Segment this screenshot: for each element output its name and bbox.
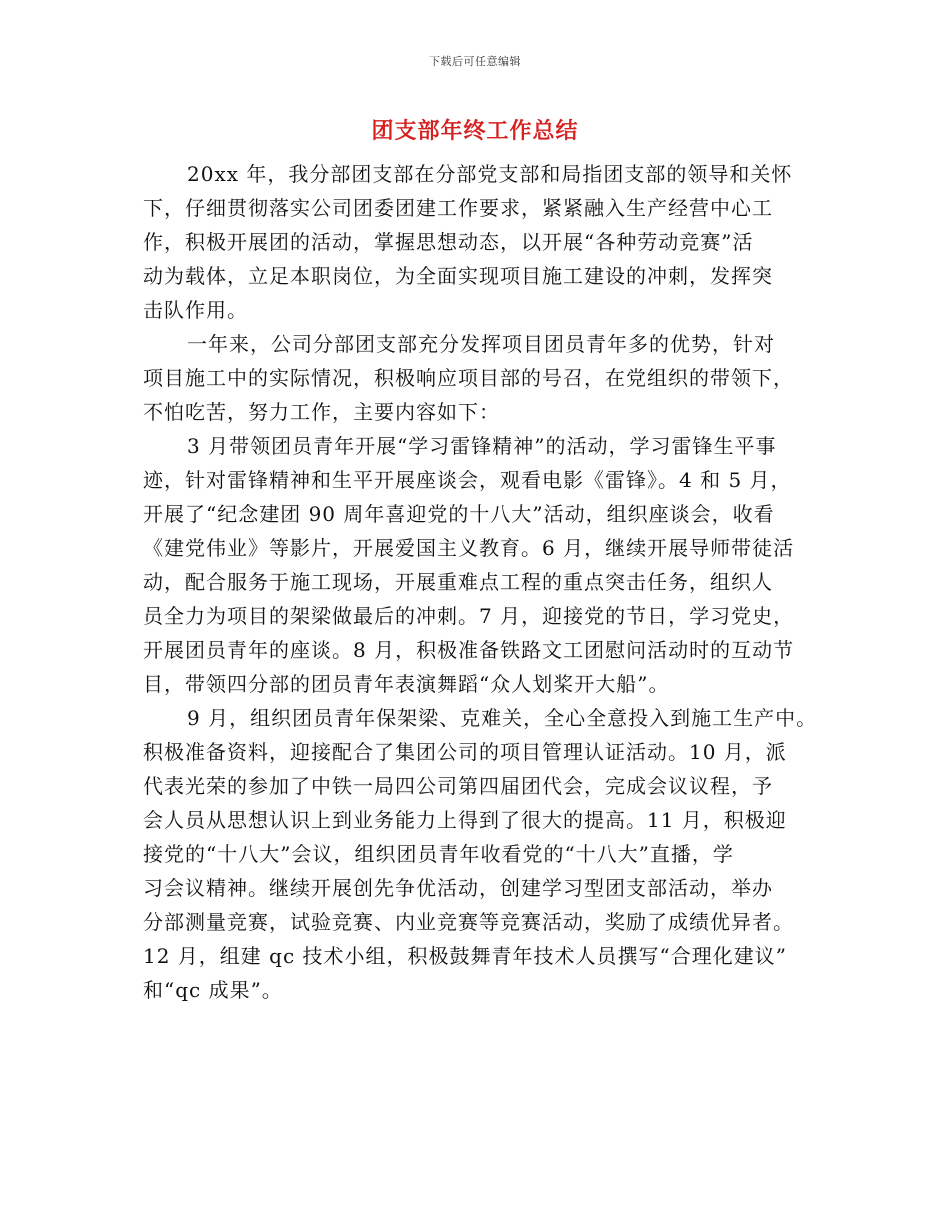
text-line: 和“qc 成果”。	[143, 978, 283, 1002]
paragraph	[143, 701, 858, 1007]
text-line: 积极准备资料，迎接配合了集团公司的项目管理认证活动。10 月，派	[143, 740, 787, 764]
text-line: 开展团员青年的座谈。8 月，积极准备铁路文工团慰问活动时的互动节	[143, 638, 795, 662]
text-line: 迹，针对雷锋精神和生平开展座谈会，观看电影《雷锋》。4 和 5 月，	[143, 468, 792, 492]
paragraph	[143, 157, 858, 327]
text-line: 会人员从思想认识上到业务能力上得到了很大的提高。11 月，积极迎	[143, 808, 787, 832]
text-line: 动为载体，立足本职岗位，为全面实现项目施工建设的冲刺，发挥突	[143, 264, 773, 288]
text-line: 作，积极开展团的活动，掌握思想动态，以开展“各种劳动竞赛”活	[143, 230, 754, 254]
paragraph	[143, 327, 858, 429]
text-line: 12 月，组建 qc 技术小组，积极鼓舞青年技术人员撰写“合理化建议”	[143, 944, 787, 968]
text-line: 不怕吃苦，努力工作，主要内容如下：	[143, 400, 500, 424]
text-line: 开展了“纪念建团 90 周年喜迎党的十八大”活动，组织座谈会，收看	[143, 502, 775, 526]
text-line: 接党的“十八大”会议，组织团员青年收看党的“十八大”直播，学	[143, 842, 734, 866]
text-line: 一年来，公司分部团支部充分发挥项目团员青年多的优势，针对	[187, 332, 775, 356]
header-note: 下载后可任意编辑	[429, 55, 521, 68]
text-line: 项目施工中的实际情况，积极响应项目部的号召，在党组织的带领下，	[143, 366, 794, 390]
document-title: 团支部年终工作总结	[371, 118, 579, 144]
text-line: 下，仔细贯彻落实公司团委团建工作要求，紧紧融入生产经营中心工	[143, 196, 773, 220]
document-body	[143, 157, 858, 1007]
text-line: 20xx 年，我分部团支部在分部党支部和局指团支部的领导和关怀	[187, 162, 793, 186]
text-line: 3 月带领团员青年开展“学习雷锋精神”的活动，学习雷锋生平事	[187, 434, 777, 458]
text-line: 分部测量竞赛，试验竞赛、内业竞赛等竞赛活动，奖励了成绩优异者。	[143, 910, 794, 934]
text-line: 目，带领四分部的团员青年表演舞蹈“众人划桨开大船”。	[143, 672, 670, 696]
text-line: 动，配合服务于施工现场，开展重难点工程的重点突击任务，组织人	[143, 570, 773, 594]
text-line: 《建党伟业》等影片，开展爱国主义教育。6 月，继续开展导师带徒活	[143, 536, 795, 560]
text-line: 习会议精神。继续开展创先争优活动，创建学习型团支部活动，举办	[143, 876, 773, 900]
text-line: 代表光荣的参加了中铁一局四公司第四届团代会，完成会议议程，予	[143, 774, 773, 798]
text-line: 击队作用。	[143, 298, 248, 322]
paragraph	[143, 429, 858, 701]
text-line: 9 月，组织团员青年保架梁、克难关，全心全意投入到施工生产中。	[187, 706, 818, 730]
text-line: 员全力为项目的架梁做最后的冲刺。7 月，迎接党的节日，学习党史，	[143, 604, 795, 628]
